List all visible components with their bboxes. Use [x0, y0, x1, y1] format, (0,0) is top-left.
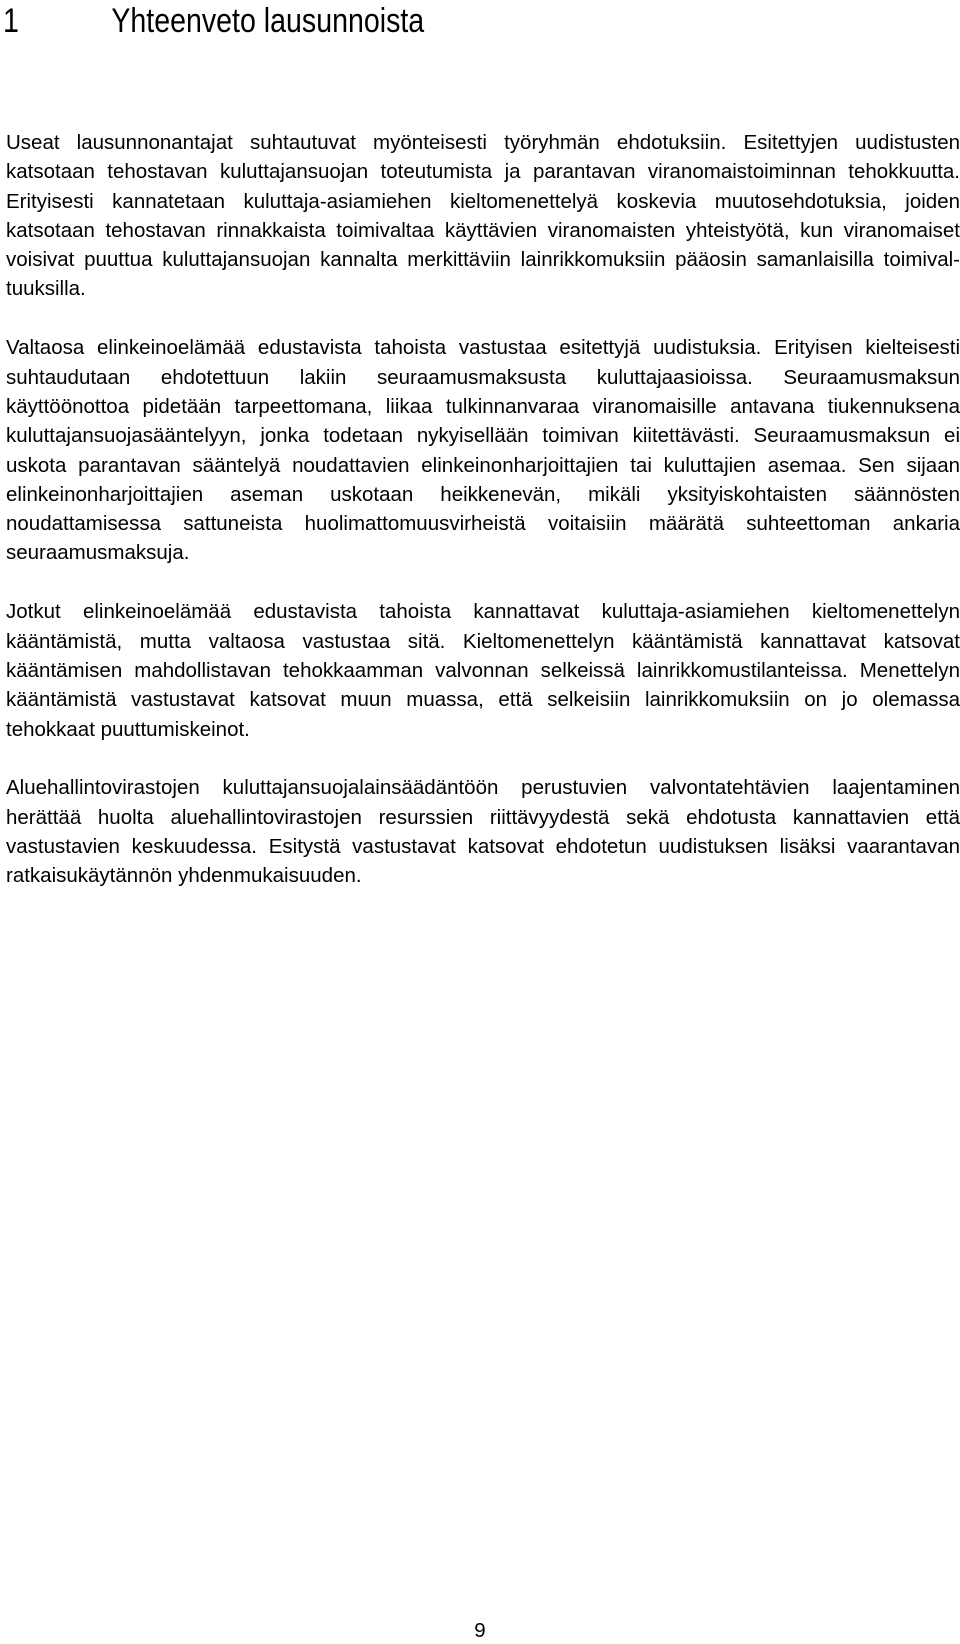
- paragraph: Useat lausunnonantajat suhtautuvat myönteisesti työryhmän ehdotuksiin. Esitettyjen uudistusten katsotaan tehostavan kuluttajansuojan toteutumista ja parantavan viranomaistoiminnan tehokkuutta. Erityisesti kannatetaan kuluttaja-asiamiehen kieltomenettelyä koskevia muutosehdotuksia, joiden katsotaan tehostavan rinnakkaista toimivaltaa käyttävien viranomaisten yhteistyötä, kun viranomaiset voisivat puuttua kuluttajansuojan kannalta merkittäviin lainrikkomuksiin pääosin samanlaisilla toimivaltuuksilla.: [6, 131, 960, 301]
- paragraph: Jotkut elinkeinoelämää edustavista tahoista kannattavat kuluttaja-asiamiehen kieltomenettelyn kääntämistä, mutta valtaosa vastustaa sitä. Kieltomenettelyn kääntämistä kannattavat katsovat kääntämisen mahdollistavan tehokkaamman valvonnan selkeissä lainrikkomustilanteissa. Menettelyn kääntämistä vastustavat katsovat muun muassa, että selkeisiin lainrikkomuksiin on jo olemassa tehokkaat puuttumiskeinot.: [6, 600, 960, 741]
- document-body: [6, 128, 960, 920]
- section-title: Yhteenveto lausunnoista: [111, 2, 425, 40]
- section-heading: [3, 0, 424, 42]
- paragraph: Aluehallintovirastojen kuluttajansuojalainsäädäntöön perustuvien valvontatehtävien laajentaminen herättää huolta aluehallintovirastojen resurssien riittävyydestä sekä ehdotusta kannattavien että vastustavien keskuudessa. Esitystä vastustavat katsovat ehdotetun uudistuksen lisäksi vaarantavan ratkaisukäytännön yhdenmukaisuuden.: [6, 776, 960, 888]
- page-number: 9: [474, 1619, 486, 1642]
- section-number: 1: [3, 2, 19, 40]
- paragraph: Valtaosa elinkeinoelämää edustavista tahoista vastustaa esitettyjä uudistuksia. Erityisen kielteisesti suhtaudutaan ehdotettuun lakiin seuraamusmaksusta kuluttajaasioissa. Seuraamusmaksun käyttöönottoa pidetään tarpeettomana, liikaa tulkinnanvaraa viranomaisille antavana tiukennuksena kuluttajansuojasääntelyyn, jonka todetaan nykyisellään toimivan kiitettävästi. Seuraamusmaksun ei uskota parantavan sääntelyä noudattavien elinkeinonharjoittajien tai kuluttajien asemaa. Sen sijaan elinkeinonharjoittajien aseman uskotaan heikkenevän, mikäli yksityiskohtaisten säännösten noudattamisessa sattuneista huolimattomuusvirheistä voitaisiin määrätä suhteettoman ankaria seuraamusmaksuja.: [6, 336, 960, 565]
